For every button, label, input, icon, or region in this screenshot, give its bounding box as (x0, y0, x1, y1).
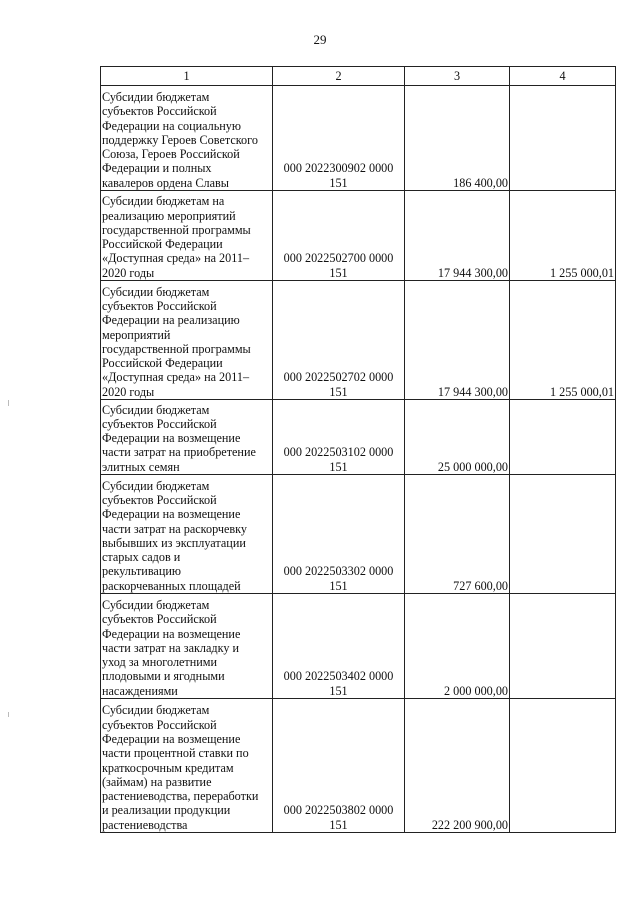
table-row (101, 475, 616, 594)
row-code: 000 2022502700 0000 151 (273, 191, 405, 281)
row-description: Субсидии бюджетам субъектов Российской Федерации на возмещение части затрат на приобретение элитных семян (101, 400, 273, 475)
row-amount-col4 (510, 400, 616, 475)
row-amount-col4 (510, 86, 616, 191)
row-amount-col4: 1 255 000,01 (510, 281, 616, 400)
row-description: Субсидии бюджетам на реализацию мероприятий государственной программы Российской Федерации «Доступная среда» на 2011– 2020 годы (101, 191, 273, 281)
column-header: 2 (273, 67, 405, 86)
row-code: 000 2022503302 0000 151 (273, 475, 405, 594)
row-amount: 727 600,00 (405, 475, 510, 594)
row-description: Субсидии бюджетам субъектов Российской Федерации на возмещение части затрат на раскорчевку выбывших из эксплуатации старых садов и рекультивацию раскорчеванных площадей (101, 475, 273, 594)
row-code: 000 2022503802 0000 151 (273, 699, 405, 833)
row-description: Субсидии бюджетам субъектов Российской Федерации на возмещение части затрат на закладку и уход за многолетними плодовыми и ягодными насаждениями (101, 594, 273, 699)
table-row (101, 281, 616, 400)
row-code: 000 2022503102 0000 151 (273, 400, 405, 475)
table-row (101, 86, 616, 191)
table-row (101, 191, 616, 281)
column-header: 3 (405, 67, 510, 86)
table-header-row (101, 67, 616, 86)
row-description: Субсидии бюджетам субъектов Российской Федерации на реализацию мероприятий государственной программы Российской Федерации «Доступная среда» на 2011– 2020 годы (101, 281, 273, 400)
row-amount-col4 (510, 475, 616, 594)
row-description: Субсидии бюджетам субъектов Российской Федерации на социальную поддержку Героев Советского Союза, Героев Российской Федерации и полных кавалеров ордена Славы (101, 86, 273, 191)
column-header: 4 (510, 67, 616, 86)
budget-table (100, 66, 616, 833)
page-number: 29 (313, 32, 327, 47)
table-row (101, 594, 616, 699)
row-amount: 17 944 300,00 (405, 191, 510, 281)
row-description: Субсидии бюджетам субъектов Российской Федерации на возмещение части процентной ставки по краткосрочным кредитам (займам) на развитие растениеводства, переработки и реализации продукции растениеводства (101, 699, 273, 833)
table-row (101, 699, 616, 833)
row-code: 000 2022300902 0000 151 (273, 86, 405, 191)
row-amount: 25 000 000,00 (405, 400, 510, 475)
row-amount: 17 944 300,00 (405, 281, 510, 400)
row-code: 000 2022503402 0000 151 (273, 594, 405, 699)
table-row (101, 400, 616, 475)
row-amount: 222 200 900,00 (405, 699, 510, 833)
row-amount-col4 (510, 699, 616, 833)
row-amount: 2 000 000,00 (405, 594, 510, 699)
row-code: 000 2022502702 0000 151 (273, 281, 405, 400)
row-amount-col4 (510, 594, 616, 699)
row-amount: 186 400,00 (405, 86, 510, 191)
scan-margin-mark (8, 400, 9, 406)
row-amount-col4: 1 255 000,01 (510, 191, 616, 281)
column-header: 1 (101, 67, 273, 86)
scan-margin-mark (8, 712, 9, 717)
